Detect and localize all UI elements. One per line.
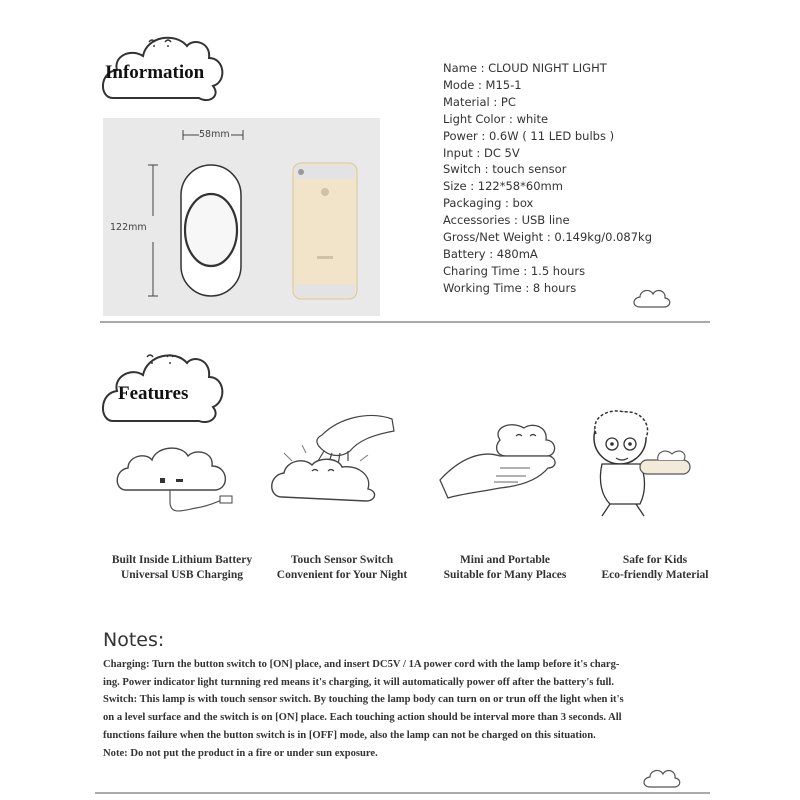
- feature-caption-line2: Eco-friendly Material: [601, 569, 709, 581]
- information-title: Information: [105, 62, 205, 83]
- small-cloud-icon: [634, 290, 670, 307]
- height-label: 122mm: [110, 222, 147, 233]
- notes-line: Note: Do not put the product in a fire or under sun exposure.: [103, 747, 378, 759]
- notes-title: Notes:: [103, 629, 165, 651]
- spec-item: Material : PC: [443, 94, 516, 109]
- kid-illustration: [580, 408, 720, 523]
- spec-item: Name : CLOUD NIGHT LIGHT: [443, 61, 607, 75]
- spec-item: Gross/Net Weight : 0.149kg/0.087kg: [443, 230, 653, 245]
- portable-hand-illustration: [430, 410, 580, 515]
- spec-item: Input : DC 5V: [443, 145, 520, 160]
- features-title: Features: [118, 383, 189, 404]
- spec-item: Charing Time : 1.5 hours: [443, 263, 586, 278]
- notes-line: functions failure when the button switch is in [OFF] mode, also the lamp can not be charged on this situation.: [103, 729, 596, 741]
- notes-line: on a level surface and the switch is on [ON] place. Each touching action should be interval more than 3 seconds. All: [103, 712, 622, 724]
- section-divider: [95, 760, 710, 795]
- spec-item: Size : 122*58*60mm: [443, 179, 563, 194]
- spec-item: Mode : M15-1: [443, 77, 522, 92]
- spec-item: Packaging : box: [443, 196, 534, 211]
- feature-caption-line1: Built Inside Lithium Battery: [111, 554, 253, 566]
- usb-charging-illustration: [112, 440, 247, 520]
- notes-line: Charging: Turn the button switch to [ON] place, and insert DC5V / 1A power cord with the lamp before it's charg-: [103, 659, 620, 670]
- spec-item: Working Time : 8 hours: [443, 280, 577, 295]
- spec-item: Power : 0.6W ( 11 LED bulbs ): [443, 128, 615, 143]
- feature-caption-line2: Convenient for Your Night: [276, 569, 408, 581]
- feature-caption: [555, 553, 755, 583]
- spec-item: Switch : touch sensor: [443, 162, 567, 177]
- feature-caption-line1: Mini and Portable: [459, 554, 551, 566]
- spec-item: Accessories : USB line: [443, 213, 570, 228]
- notes-line: Switch: This lamp is with touch sensor switch. By touching the lamp body can turn on or trun off the light when it's: [103, 694, 624, 706]
- spec-item: Light Color : white: [443, 111, 549, 126]
- spec-item: Battery : 480mA: [443, 246, 538, 261]
- feature-caption-line2: Suitable for Many Places: [443, 569, 567, 581]
- feature-caption-line2: Universal USB Charging: [120, 569, 244, 581]
- notes-line: ing. Power indicator light turnning red means it's charging, it will automatically power off after the battery's full.: [103, 676, 615, 688]
- width-label: 58mm: [199, 129, 230, 140]
- notes-body: [103, 656, 713, 762]
- section-divider: [100, 280, 710, 325]
- feature-caption-line1: Safe for Kids: [622, 554, 688, 566]
- small-cloud-icon: [644, 770, 680, 787]
- spec-list: [443, 60, 743, 297]
- touch-sensor-illustration: [262, 405, 397, 515]
- feature-caption-line1: Touch Sensor Switch: [290, 554, 394, 566]
